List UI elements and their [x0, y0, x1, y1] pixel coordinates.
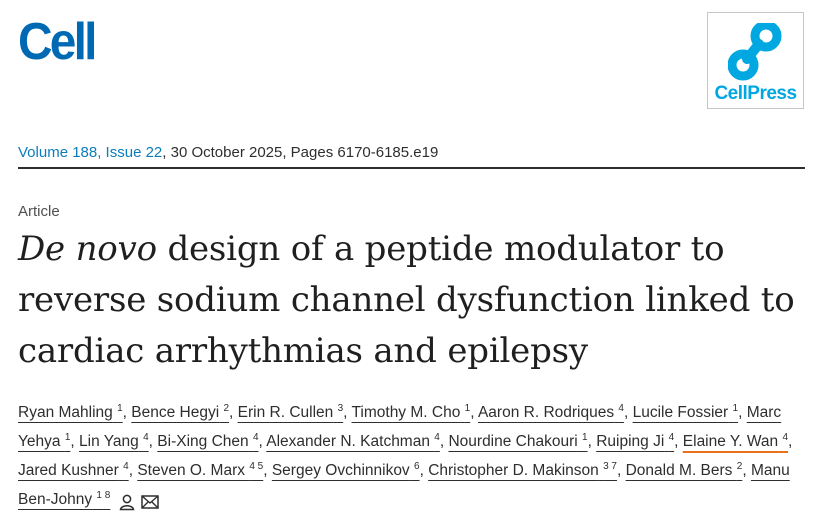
- title-italic: De novo: [18, 229, 157, 269]
- author-link[interactable]: [266, 433, 440, 450]
- author-link[interactable]: [157, 433, 258, 450]
- author-name: Christopher D. Makinson: [428, 462, 599, 479]
- author-contact-icons: [118, 487, 160, 516]
- author-affiliation: 1: [732, 403, 739, 414]
- author-name: Timothy M. Cho: [351, 404, 461, 421]
- author-name: Jared Kushner: [18, 462, 119, 479]
- author-link[interactable]: [272, 462, 420, 479]
- author-affiliation: 4: [252, 432, 259, 443]
- author-link[interactable]: [18, 462, 129, 479]
- author-affiliation: 3 7: [603, 461, 617, 472]
- author-name: Donald M. Bers: [625, 462, 733, 479]
- cellpress-logo[interactable]: [707, 12, 804, 109]
- author-list: Ryan Mahling $^1$, Bence Hegyi $^2$, Erin R. Cullen $^3$, Timothy M. Cho $^1$, Aaron R. Rodriques $^4$, Lucile Fossier $^1$, Marc Yehya $^1$, Lin Yang $^4$, Bi-Xing Chen $^4$, Alexander N. Katchman $^4$, Nourdine Chakouri $^1$, Ruiping Ji $^4$, Elaine Y. Wan $^4$, Jared Kushner $^4$, Steven O. Marx $^{4 5}$, Sergey Ovchinnikov $^6$, Christopher D. Makinson $^{3 7}$, Donald M. Bers $^2$, Manu Ben-Johny $^{1 8}$: [18, 398, 813, 516]
- citation-details: , 30 October 2025, Pages 6170-6185.e19: [162, 144, 439, 161]
- author-name: Aaron R. Rodriques: [477, 404, 615, 421]
- author-link[interactable]: [131, 404, 229, 421]
- cellpress-mark-icon: [728, 23, 784, 81]
- author-link[interactable]: [137, 462, 263, 479]
- author-name: Bence Hegyi: [131, 404, 220, 421]
- article-title: [18, 224, 808, 377]
- author-name: Nourdine Chakouri: [448, 433, 578, 450]
- person-icon[interactable]: [118, 493, 136, 511]
- article-type: Article: [18, 203, 60, 220]
- author-link[interactable]: [352, 404, 471, 421]
- author-affiliation: 4: [143, 432, 149, 443]
- author-affiliation: 4: [123, 461, 129, 472]
- citation-line: [18, 144, 438, 161]
- author-affiliation: 4: [782, 432, 789, 443]
- author-affiliation: 4: [618, 403, 624, 414]
- author-link[interactable]: [633, 404, 739, 421]
- author-affiliation: 1: [64, 432, 71, 443]
- title-rest: design of a peptide modulator to reverse sodium channel dysfunction linked to cardiac arrhythmias and epilepsy: [18, 229, 795, 371]
- author-link[interactable]: [626, 462, 743, 479]
- author-affiliation: 1: [582, 432, 588, 443]
- author-name: Elaine Y. Wan: [682, 433, 779, 450]
- author-affiliation: 4: [668, 432, 675, 443]
- author-affiliation: 3: [337, 403, 344, 414]
- email-icon[interactable]: [140, 493, 160, 511]
- author-name: Marc Yehya: [18, 404, 782, 450]
- author-affiliation: 1: [117, 403, 123, 414]
- author-affiliation: 6: [414, 461, 420, 472]
- author-name: Steven O. Marx: [137, 462, 245, 479]
- author-name: Lucile Fossier: [632, 404, 729, 421]
- author-affiliation: 4: [434, 432, 440, 443]
- author-link[interactable]: [448, 433, 587, 450]
- author-affiliation: 1: [464, 403, 471, 414]
- author-link[interactable]: [683, 433, 788, 450]
- cellpress-wordmark: CellPress: [714, 83, 797, 104]
- author-link[interactable]: [238, 404, 344, 421]
- author-name: Sergey Ovchinnikov: [271, 462, 410, 479]
- author-name: Erin R. Cullen: [237, 404, 334, 421]
- author-name: Bi-Xing Chen: [157, 433, 249, 450]
- author-affiliation: 1 8: [96, 490, 111, 501]
- author-affiliation: 4 5: [249, 461, 264, 472]
- author-link[interactable]: [428, 462, 617, 479]
- author-name: Manu Ben-Johny: [18, 462, 790, 508]
- author-name: Ruiping Ji: [596, 433, 665, 450]
- divider: [18, 167, 805, 169]
- author-link[interactable]: [79, 433, 149, 450]
- author-affiliation: 2: [223, 403, 230, 414]
- author-name: Alexander N. Katchman: [266, 433, 430, 450]
- volume-issue-link[interactable]: Volume 188, Issue 22: [18, 144, 163, 161]
- author-affiliation: 2: [736, 461, 743, 472]
- author-link[interactable]: [18, 404, 123, 421]
- author-link[interactable]: [596, 433, 674, 450]
- author-link[interactable]: [478, 404, 624, 421]
- cell-journal-logo[interactable]: Cell: [18, 13, 95, 71]
- author-name: Ryan Mahling: [18, 404, 113, 421]
- author-name: Lin Yang: [79, 433, 139, 450]
